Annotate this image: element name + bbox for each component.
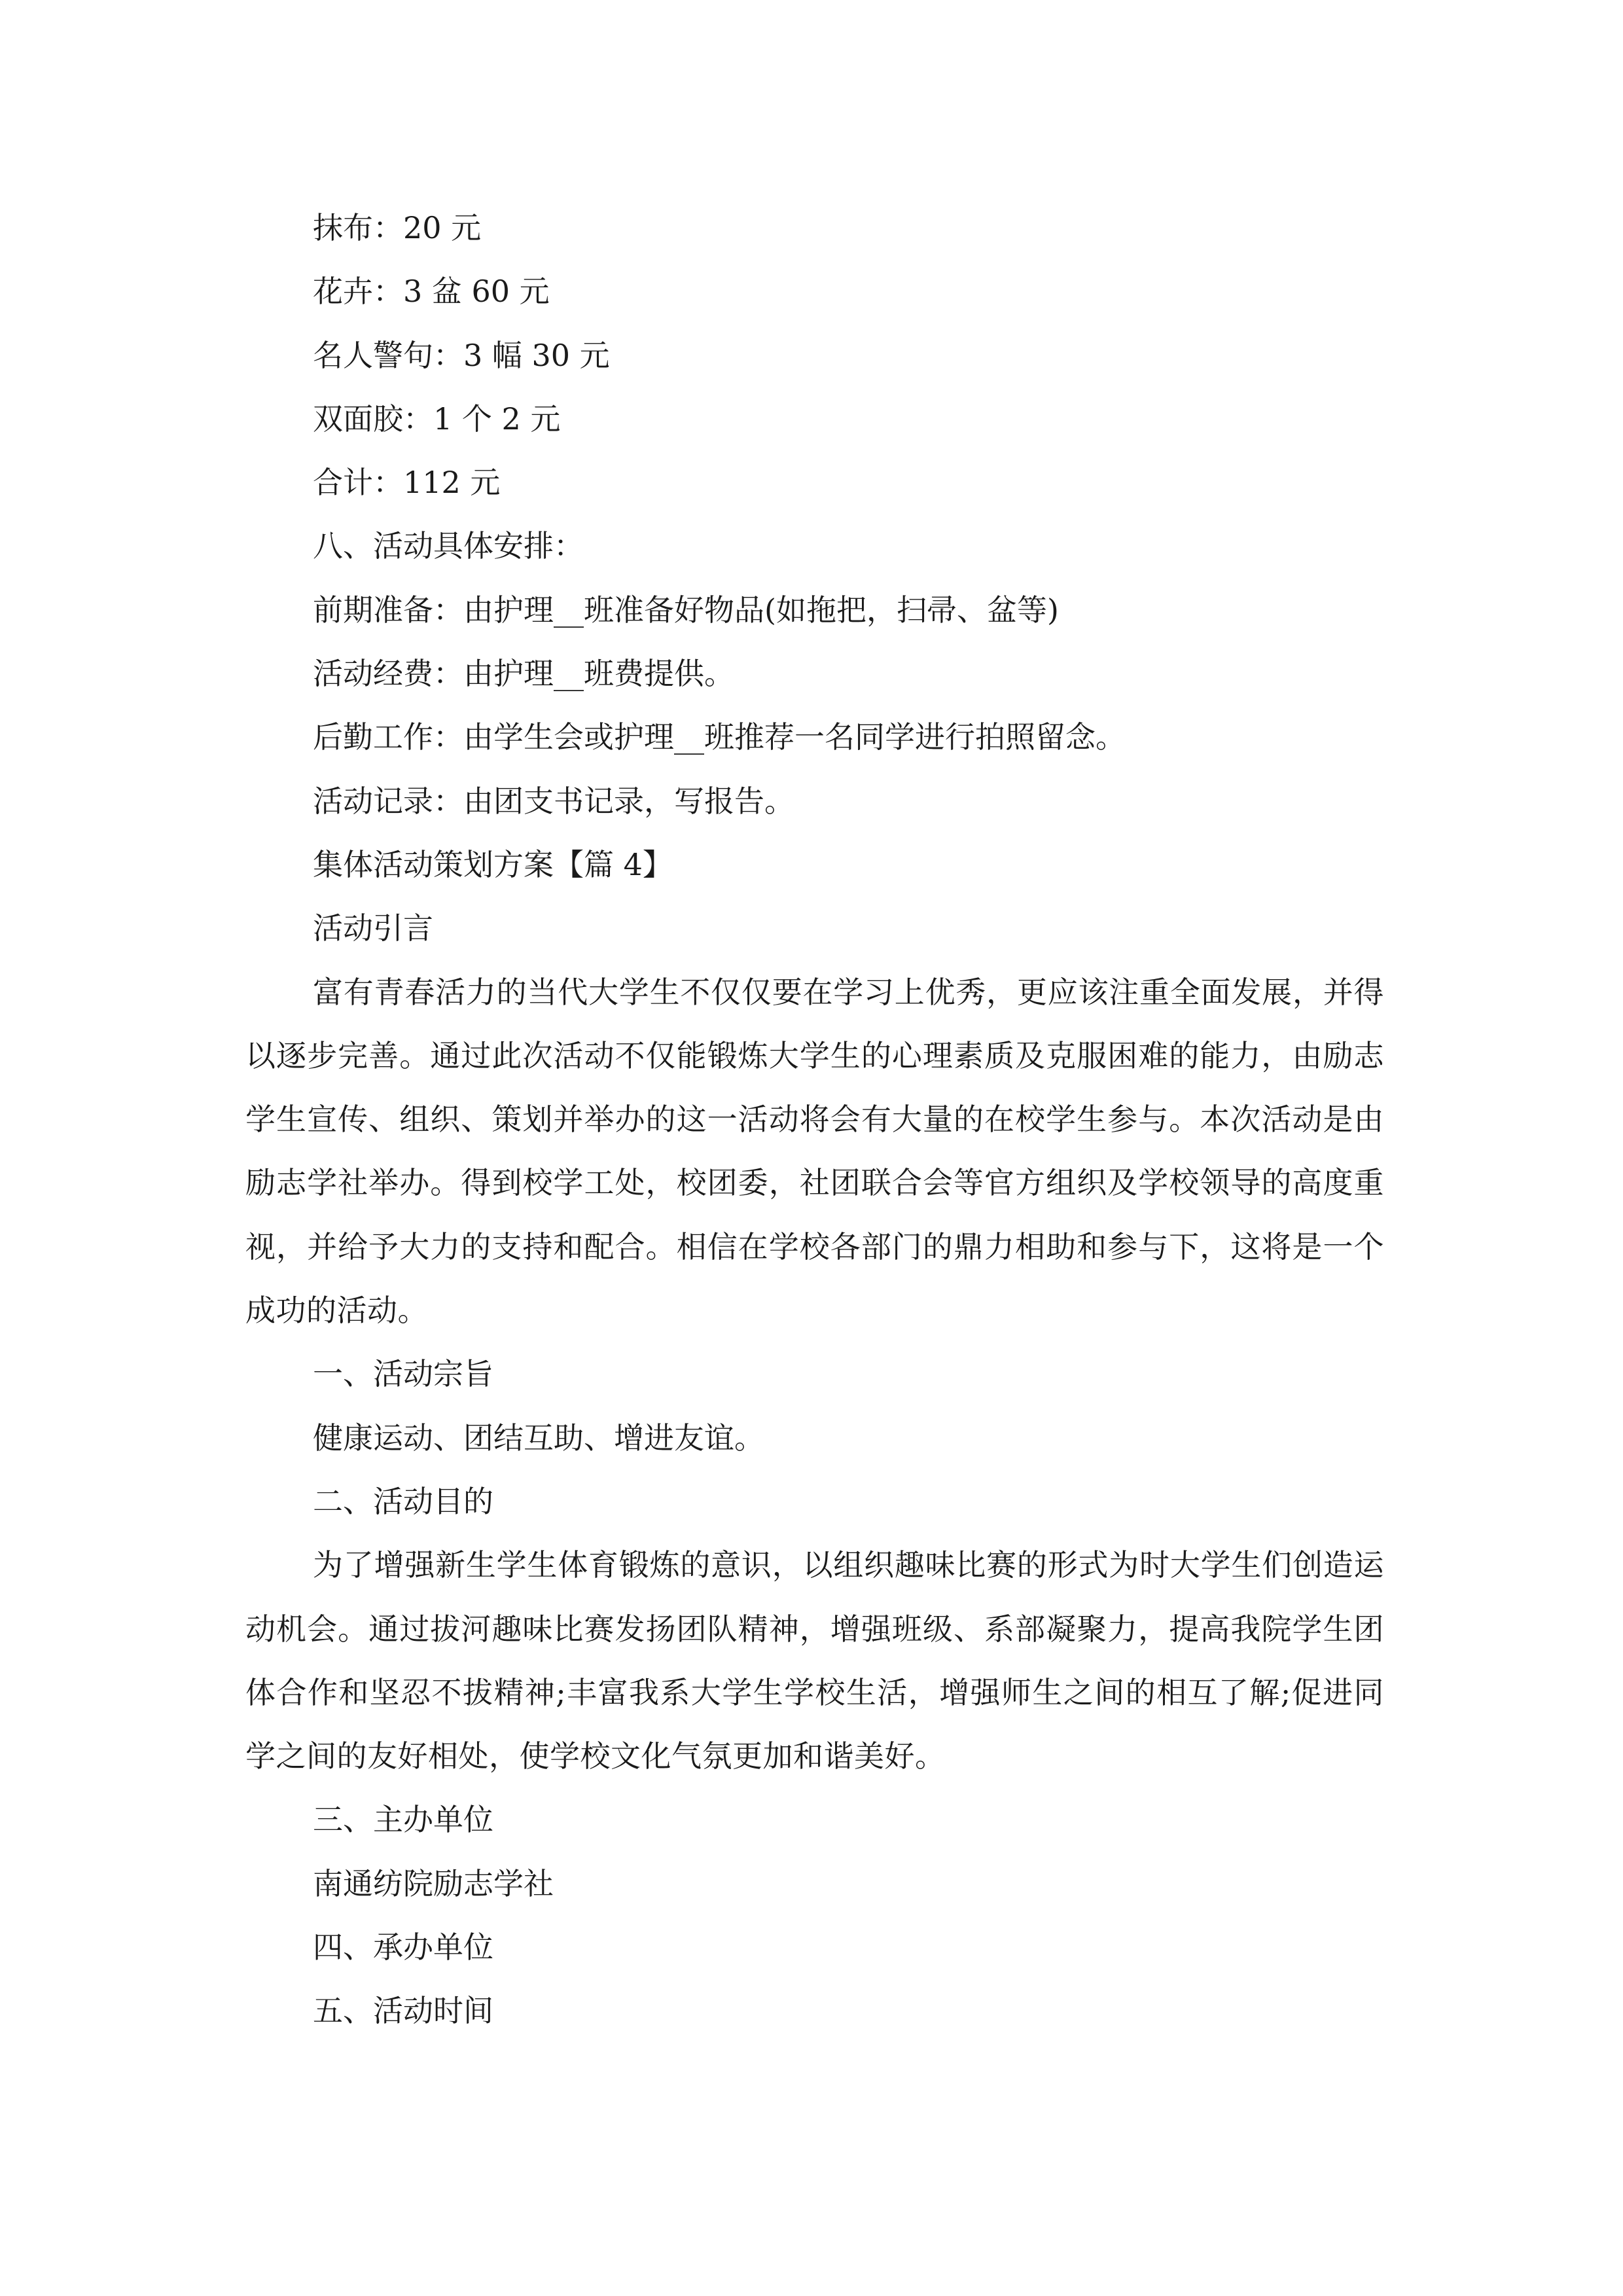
section-heading-organizer: 三、主办单位 [313,1802,493,1838]
section-heading-intro: 活动引言 [313,910,433,946]
budget-line-quotes: 名人警句：3 幅 30 元 [313,337,610,373]
section-heading-time: 五、活动时间 [313,1993,493,2029]
budget-line-tape: 双面胶：1 个 2 元 [313,401,561,437]
document-body [245,196,1384,2043]
section-heading-host: 四、承办单位 [313,1929,493,1965]
paragraph-goal: 为了增强新生学生体育锻炼的意识，以组织趣味比赛的形式为时大学生们创造运动机会。通过拔河趣味比赛发扬团队精神，增强班级、系部凝聚力，提高我院学生团体合作和坚忍不拔精神;丰富我系大学生学校生活，增强师生之间的相互了解;促进同学之间的友好相处，使学校文化气氛更加和谐美好。 [245,1547,1384,1774]
budget-line-total: 合计：112 元 [313,465,501,501]
section-heading-goal: 二、活动目的 [313,1483,493,1519]
budget-line-cloth: 抹布：20 元 [313,210,482,245]
arrangement-funding: 活动经费：由护理__班费提供。 [313,656,734,692]
purpose-text: 健康运动、团结互助、增进友谊。 [313,1420,764,1456]
plan-title: 集体活动策划方案【篇 4】 [313,846,673,882]
budget-line-flowers: 花卉：3 盆 60 元 [313,274,550,310]
organizer-name: 南通纺院励志学社 [313,1865,554,1901]
section-heading-arrangement: 八、活动具体安排： [313,528,584,564]
arrangement-preparation: 前期准备：由护理__班准备好物品(如拖把，扫帚、盆等) [313,592,1059,628]
section-heading-purpose: 一、活动宗旨 [313,1356,493,1392]
paragraph-intro: 富有青春活力的当代大学生不仅仅要在学习上优秀，更应该注重全面发展，并得以逐步完善。通过此次活动不仅能锻炼大学生的心理素质及克服困难的能力，由励志学生宣传、组织、策划并举办的这一活动将会有大量的在校学生参与。本次活动是由励志学社举办。得到校学工处，校团委，社团联合会等官方组织及学校领导的高度重视，并给予大力的支持和配合。相信在学校各部门的鼎力相助和参与下，这将是一个成功的活动。 [245,974,1384,1329]
arrangement-record: 活动记录：由团支书记录，写报告。 [313,783,794,819]
arrangement-logistics: 后勤工作：由学生会或护理__班推荐一名同学进行拍照留念。 [313,719,1126,755]
